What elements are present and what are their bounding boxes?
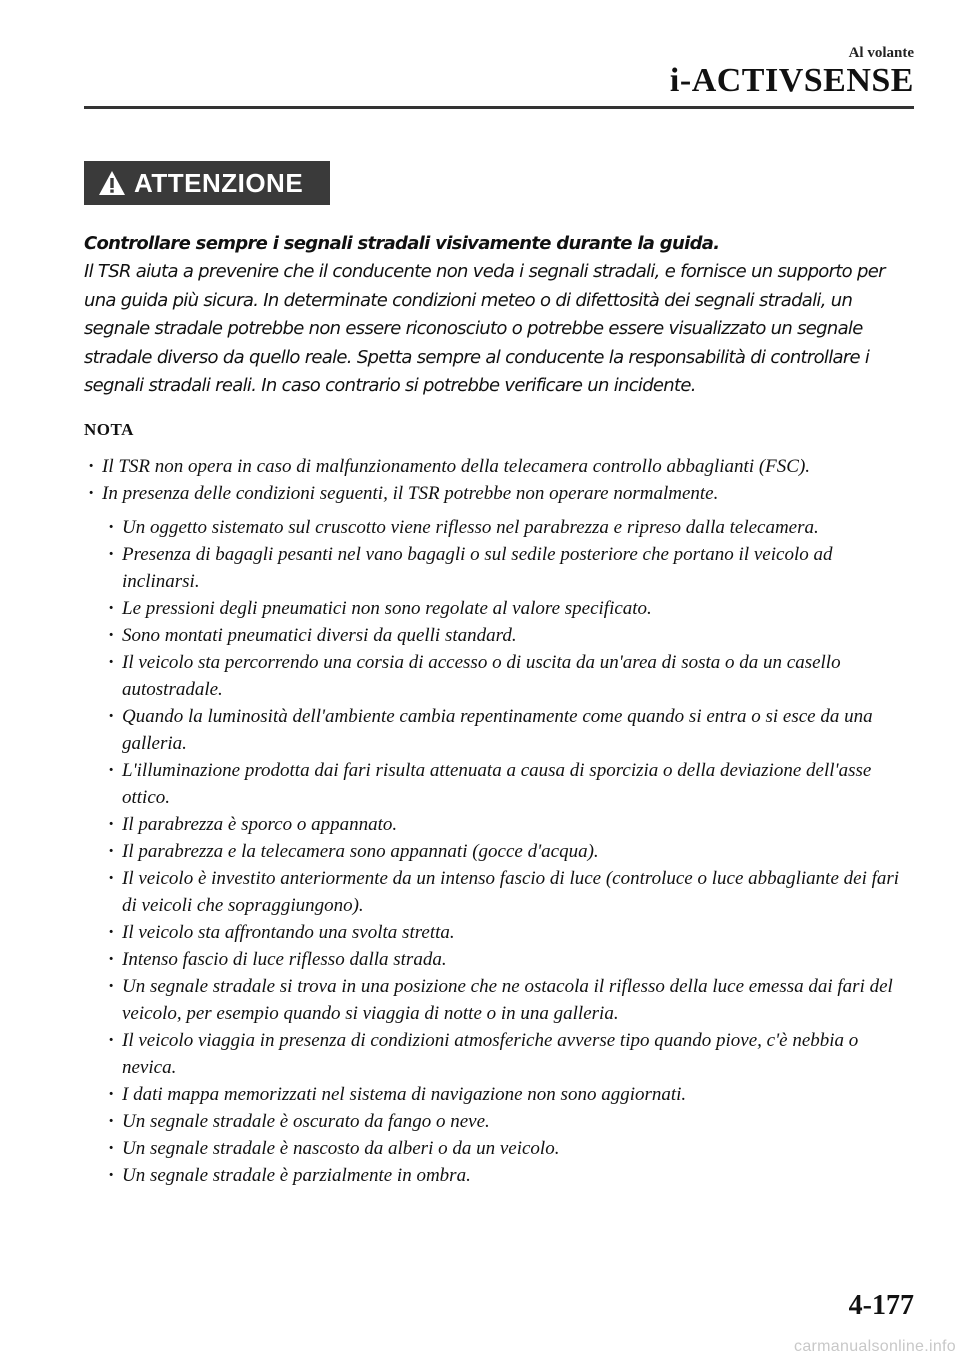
condition-item: · Il veicolo viaggia in presenza di condizioni atmosferiche avverse tipo quando piove, c'è nebbia o nevica. — [104, 1027, 914, 1081]
note-list — [84, 453, 914, 1189]
note-title: NOTA — [84, 420, 134, 439]
condition-item: · Sono montati pneumatici diversi da quelli standard. — [104, 622, 914, 649]
note-item: · In presenza delle condizioni seguenti, il TSR potrebbe non operare normalmente. — [84, 480, 914, 507]
condition-item: · Un segnale stradale è parzialmente in ombra. — [104, 1162, 914, 1189]
condition-item: · Un segnale stradale è nascosto da alberi o da un veicolo. — [104, 1135, 914, 1162]
condition-item: · Un segnale stradale è oscurato da fango o neve. — [104, 1108, 914, 1135]
warning-lead: Controllare sempre i segnali stradali visivamente durante la guida. — [84, 233, 720, 254]
warning-label: ATTENZIONE — [134, 167, 304, 198]
condition-item: · Le pressioni degli pneumatici non sono regolate al valore specificato. — [104, 595, 914, 622]
page-number: 4-177 — [848, 1290, 914, 1321]
header-divider — [84, 106, 914, 109]
condition-item: · Un oggetto sistemato sul cruscotto viene riflesso nel parabrezza e ripreso dalla telecamera. — [104, 514, 914, 541]
chapter-title: i-ACTIVSENSE — [669, 62, 914, 99]
watermark: carmanualsonline.info — [794, 1338, 956, 1355]
condition-item: · Il veicolo è investito anteriormente da un intenso fascio di luce (controluce o luce abbagliante dei fari di veicoli che sopraggiungono). — [104, 865, 914, 919]
condition-item: · Il parabrezza è sporco o appannato. — [104, 811, 914, 838]
condition-item: · Intenso fascio di luce riflesso dalla strada. — [104, 946, 914, 973]
condition-list — [84, 514, 914, 1189]
condition-item: · Il veicolo sta affrontando una svolta stretta. — [104, 919, 914, 946]
page-header — [670, 44, 914, 100]
condition-item: · Un segnale stradale si trova in una posizione che ne ostacola il riflesso della luce emessa dai fari del veicolo, per esempio quando si viaggia di notte o in una galleria. — [104, 973, 914, 1027]
warning-badge — [84, 161, 330, 205]
section-label: Al volante — [848, 45, 914, 61]
condition-item: · L'illuminazione prodotta dai fari risulta attenuata a causa di sporcizia o della deviazione dell'asse ottico. — [104, 757, 914, 811]
condition-item: · Quando la luminosità dell'ambiente cambia repentinamente come quando si entra o si esce da una galleria. — [104, 703, 914, 757]
note-item: · Il TSR non opera in caso di malfunzionamento della telecamera controllo abbaglianti (FSC). — [84, 453, 914, 480]
warning-triangle-icon — [98, 170, 126, 196]
condition-item: · I dati mappa memorizzati nel sistema di navigazione non sono aggiornati. — [104, 1081, 914, 1108]
condition-item: · Il parabrezza e la telecamera sono appannati (gocce d'acqua). — [104, 838, 914, 865]
condition-item: · Presenza di bagagli pesanti nel vano bagagli o sul sedile posteriore che portano il veicolo ad inclinarsi. — [104, 541, 914, 595]
condition-item: · Il veicolo sta percorrendo una corsia di accesso o di uscita da un'area di sosta o da un casello autostradale. — [104, 649, 914, 703]
warning-text — [84, 230, 914, 400]
warning-paragraph: Il TSR aiuta a prevenire che il conducente non veda i segnali stradali, e fornisce un supporto per una guida più sicura. In determinate condizioni meteo o di difettosità dei segnali stradali, un segnale stradale potrebbe non essere riconosciuto o potrebbe essere visualizzato un segnale stradale diverso da quello reale. Spetta sempre al conducente la responsabilità di controllare i segnali stradali reali. In caso contrario si potrebbe verificare un incidente. — [84, 261, 885, 397]
